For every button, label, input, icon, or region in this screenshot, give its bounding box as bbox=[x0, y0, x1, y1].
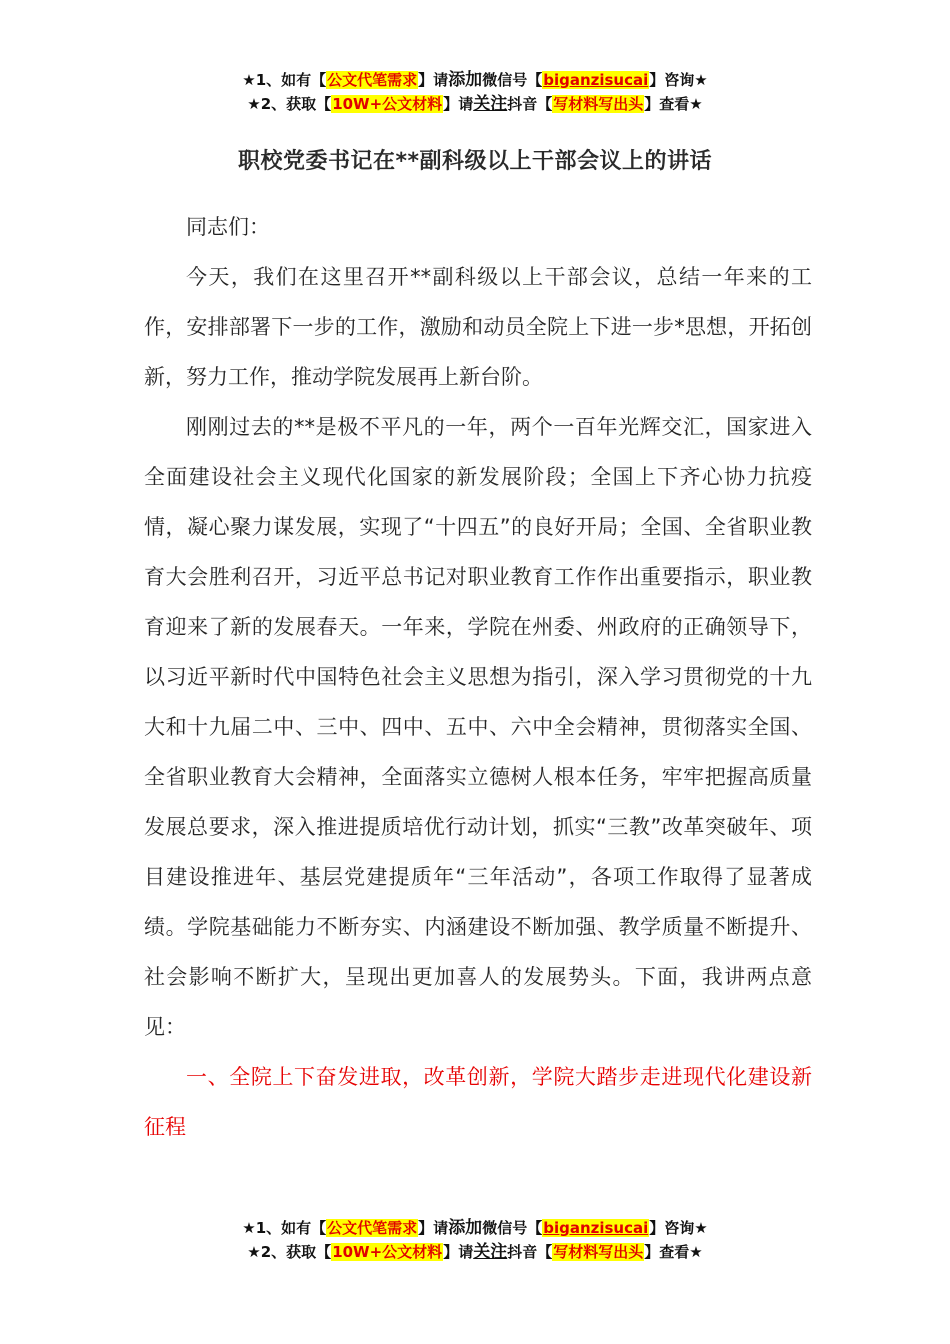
banner-emphasis: 关注 bbox=[473, 94, 508, 114]
banner-highlight: 10W+公文材料 bbox=[332, 95, 443, 113]
banner-text: 】查看★ bbox=[644, 95, 703, 113]
banner-text: 】查看★ bbox=[644, 1243, 703, 1261]
paragraph: 今天，我们在这里召开**副科级以上干部会议，总结一年来的工作，安排部署下一步的工作，激励和动员全院上下进一步*思想，开拓创新，努力工作，推动学院发展再上新台阶。 bbox=[144, 265, 812, 389]
banner-highlight-douyin: 写材料写出头 bbox=[553, 95, 644, 113]
document-title: 职校党委书记在**副科级以上干部会议上的讲话 bbox=[237, 149, 712, 174]
banner-highlight-wechat: biganzisucai bbox=[543, 1219, 649, 1237]
salutation: 同志们： bbox=[186, 215, 270, 239]
footer-banner bbox=[0, 1216, 950, 1264]
banner-text: 】请 bbox=[418, 1219, 449, 1237]
banner-text: ★1、如有【 bbox=[242, 71, 327, 89]
banner-text: 】咨询★ bbox=[649, 1219, 708, 1237]
banner-text: 微信号【 bbox=[482, 71, 543, 89]
banner-text: ★1、如有【 bbox=[242, 1219, 327, 1237]
banner-text: ★2、获取【 bbox=[247, 1243, 332, 1261]
banner-text: 微信号【 bbox=[482, 1219, 543, 1237]
banner-emphasis: 添加 bbox=[448, 70, 483, 90]
banner-emphasis: 添加 bbox=[448, 1218, 483, 1238]
banner-text: 】请 bbox=[418, 71, 449, 89]
banner-text: 抖音【 bbox=[507, 95, 553, 113]
banner-line-2 bbox=[0, 1240, 950, 1264]
banner-emphasis: 关注 bbox=[473, 1242, 508, 1262]
header-banner bbox=[0, 68, 950, 116]
banner-highlight-wechat: biganzisucai bbox=[543, 71, 649, 89]
banner-text: 】请 bbox=[443, 95, 474, 113]
banner-text: 】请 bbox=[443, 1243, 474, 1261]
banner-line-2 bbox=[0, 92, 950, 116]
banner-text: 抖音【 bbox=[507, 1243, 553, 1261]
banner-highlight: 10W+公文材料 bbox=[332, 1243, 443, 1261]
banner-text: 】咨询★ bbox=[649, 71, 708, 89]
banner-highlight: 公文代笔需求 bbox=[327, 1219, 418, 1237]
banner-line-1 bbox=[0, 1216, 950, 1240]
paragraph: 刚刚过去的**是极不平凡的一年，两个一百年光辉交汇，国家进入全面建设社会主义现代化国家的新发展阶段；全国上下齐心协力抗疫情，凝心聚力谋发展，实现了“十四五”的良好开局；全国、全省职业教育大会胜利召开，习近平总书记对职业教育工作作出重要指示，职业教育迎来了新的发展春天。一年来，学院在州委、州政府的正确领导下，以习近平新时代中国特色社会主义思想为指引，深入学习贯彻党的十九大和十九届二中、三中、四中、五中、六中全会精神，贯彻落实全国、全省职业教育大会精神，全面落实立德树人根本任务，牢牢把握高质量发展总要求，深入推进提质培优行动计划，抓实“三教”改革突破年、项目建设推进年、基层党建提质年“三年活动”，各项工作取得了显著成绩。学院基础能力不断夯实、内涵建设不断加强、教学质量不断提升、社会影响不断扩大，呈现出更加喜人的发展势头。下面，我讲两点意见： bbox=[144, 415, 812, 1039]
document-body bbox=[144, 202, 812, 1152]
banner-highlight: 公文代笔需求 bbox=[327, 71, 418, 89]
banner-highlight-douyin: 写材料写出头 bbox=[553, 1243, 644, 1261]
banner-line-1 bbox=[0, 68, 950, 92]
banner-text: ★2、获取【 bbox=[247, 95, 332, 113]
section-heading: 一、全院上下奋发进取，改革创新，学院大踏步走进现代化建设新征程 bbox=[144, 1065, 812, 1139]
